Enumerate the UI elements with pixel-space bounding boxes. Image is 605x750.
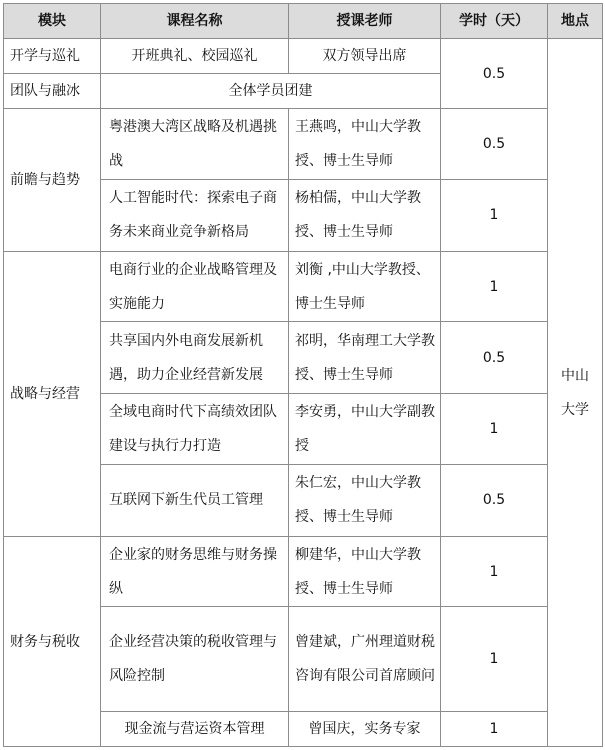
teacher-cell: 曾国庆，实务专家 <box>289 711 441 746</box>
module-cell: 开学与巡礼 <box>4 39 101 74</box>
hours-cell: 0.5 <box>441 464 548 536</box>
table-row <box>4 251 603 321</box>
course-cell: 现金流与营运资本管理 <box>101 711 289 746</box>
course-cell: 人工智能时代：探索电子商务未来商业竞争新格局 <box>101 179 289 251</box>
course-cell: 共享国内外电商发展新机遇，助力企业经营新发展 <box>101 322 289 394</box>
teacher-cell: 王燕鸣，中山大学教授、博士生导师 <box>289 109 441 179</box>
teacher-cell: 刘衡 ,中山大学教授、博士生导师 <box>289 251 441 321</box>
module-cell: 前瞻与趋势 <box>4 109 101 252</box>
header-hours: 学时（天） <box>441 4 548 39</box>
course-cell: 电商行业的企业战略管理及实施能力 <box>101 251 289 321</box>
course-teacher-merged-cell: 全体学员团建 <box>101 74 441 109</box>
teacher-cell: 杨柏儒，中山大学教授、博士生导师 <box>289 179 441 251</box>
table-row <box>4 109 603 179</box>
hours-cell: 0.5 <box>441 39 548 109</box>
hours-cell: 1 <box>441 711 548 746</box>
hours-cell: 0.5 <box>441 109 548 179</box>
location-text: 中山大学 <box>560 367 589 418</box>
hours-cell: 0.5 <box>441 322 548 394</box>
teacher-cell: 朱仁宏，中山大学教授、博士生导师 <box>289 464 441 536</box>
table-header-row <box>4 4 603 39</box>
header-teacher: 授课老师 <box>289 4 441 39</box>
teacher-cell: 双方领导出席 <box>289 39 441 74</box>
header-module: 模块 <box>4 4 101 39</box>
table-row <box>4 537 603 607</box>
teacher-cell: 祁明，华南理工大学教授、博士生导师 <box>289 322 441 394</box>
module-cell: 战略与经营 <box>4 251 101 536</box>
teacher-cell: 柳建华，中山大学教授、博士生导师 <box>289 537 441 607</box>
teacher-cell: 李安勇，中山大学副教授 <box>289 394 441 464</box>
course-cell: 互联网下新生代员工管理 <box>101 464 289 536</box>
course-cell: 粤港澳大湾区战略及机遇挑战 <box>101 109 289 179</box>
header-course: 课程名称 <box>101 4 289 39</box>
location-cell <box>548 39 603 747</box>
module-cell: 财务与税收 <box>4 537 101 747</box>
course-cell: 企业经营决策的税收管理与风险控制 <box>101 607 289 711</box>
module-cell: 团队与融冰 <box>4 74 101 109</box>
hours-cell: 1 <box>441 537 548 607</box>
course-cell: 全域电商时代下高绩效团队建设与执行力打造 <box>101 394 289 464</box>
hours-cell: 1 <box>441 607 548 711</box>
course-cell: 企业家的财务思维与财务操纵 <box>101 537 289 607</box>
course-cell: 开班典礼、校园巡礼 <box>101 39 289 74</box>
hours-cell: 1 <box>441 179 548 251</box>
header-location: 地点 <box>548 4 603 39</box>
table-row <box>4 39 603 74</box>
hours-cell: 1 <box>441 251 548 321</box>
hours-cell: 1 <box>441 394 548 464</box>
course-schedule-table <box>3 3 603 747</box>
teacher-cell: 曾建斌，广州理道财税咨询有限公司首席顾问 <box>289 607 441 711</box>
